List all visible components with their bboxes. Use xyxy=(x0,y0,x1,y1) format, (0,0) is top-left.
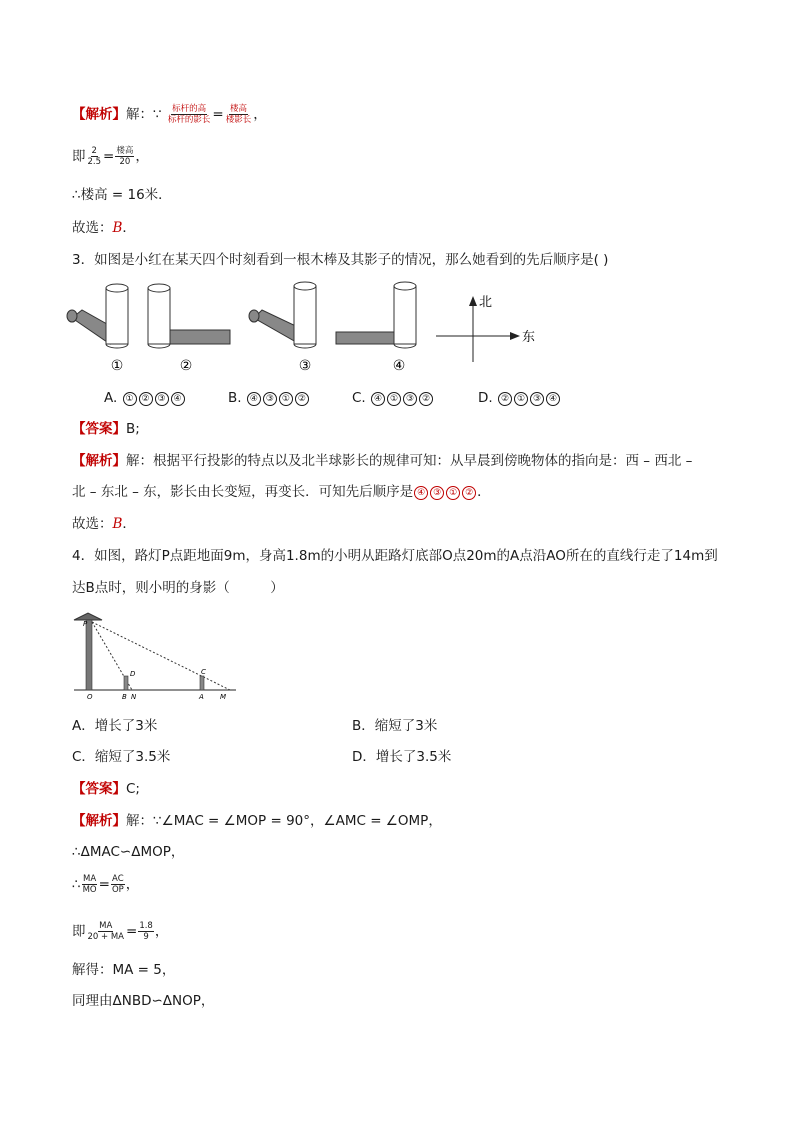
pole-top xyxy=(106,284,128,292)
figure-label-4: ④ xyxy=(392,358,406,374)
seq-mark: ④ xyxy=(371,392,385,406)
pole-bottom xyxy=(106,344,128,348)
q4-analysis-line-5: 解得：MA = 5， xyxy=(72,962,176,978)
seq-mark: ① xyxy=(279,392,293,406)
seq-mark: ① xyxy=(387,392,401,406)
because-symbol: ∵ xyxy=(153,106,162,123)
seq-mark: ② xyxy=(295,392,309,406)
point-b-label: B xyxy=(122,693,127,700)
pole-top xyxy=(394,282,416,290)
seq-mark: ② xyxy=(139,392,153,406)
fraction-numerator: 2 xyxy=(91,146,97,156)
fraction-ma-sum xyxy=(87,921,126,942)
comma: ， xyxy=(253,106,267,123)
line-prefix: 即 xyxy=(72,923,86,940)
fraction-denominator: 楼影长 xyxy=(225,115,252,125)
fraction-denominator: 9 xyxy=(143,932,149,942)
shadow-figure-3 xyxy=(249,282,316,348)
q2-choice-line xyxy=(72,218,136,238)
therefore-symbol: ∴ xyxy=(72,876,81,893)
q4-option-c: C．缩短了3.5米 xyxy=(72,749,171,765)
fraction-height-ratio xyxy=(138,921,154,942)
q4-analysis-line-3 xyxy=(72,874,139,895)
point-a-label: A xyxy=(199,693,204,700)
fraction-ac-op xyxy=(111,874,125,895)
analysis-text: 解：∵∠MAC = ∠MOP = 90°，∠AMC = ∠OMP， xyxy=(126,813,442,829)
q3-answer-line xyxy=(72,419,140,439)
comma: ， xyxy=(154,923,169,940)
analysis-text: 解：根据平行投影的特点以及北半球影长的规律可知：从早晨到傍晚物体的指向是：西 – 西北 – xyxy=(126,453,693,469)
pole-bottom xyxy=(294,344,316,348)
choice-prefix: 故选： xyxy=(72,220,113,236)
fraction-numerator: 1.8 xyxy=(139,921,153,931)
option-letter: B. xyxy=(228,390,242,406)
seq-mark: ③ xyxy=(403,392,417,406)
choice-prefix: 故选： xyxy=(72,516,113,532)
q2-equation-line xyxy=(72,146,149,167)
point-d-label: D xyxy=(130,670,136,678)
fraction-ratio xyxy=(87,146,103,167)
fraction-denominator: 2.5 xyxy=(87,157,102,167)
choice-letter: B xyxy=(112,220,123,236)
shadow-shape xyxy=(254,310,300,342)
north-arrow-icon xyxy=(469,296,477,306)
q3-analysis-line-1 xyxy=(72,451,692,471)
period: ． xyxy=(122,516,136,532)
lamp-post xyxy=(86,620,92,690)
pole-body xyxy=(106,288,128,344)
seq-mark: ④ xyxy=(546,392,560,406)
q3-choice-line xyxy=(72,514,136,534)
order-mark: ③ xyxy=(430,486,444,500)
pole-body xyxy=(294,286,316,344)
point-n-label: N xyxy=(131,693,137,700)
q4-option-b: B．缩短了3米 xyxy=(352,718,438,734)
analysis-text: 北 – 东北 – 东，影长由长变短，再变长．可知先后顺序是 xyxy=(72,484,414,500)
q4-answer-line xyxy=(72,779,140,799)
fraction-building-height xyxy=(115,146,134,167)
fraction-building xyxy=(225,104,253,125)
period: ． xyxy=(122,220,136,236)
solution-prefix: 解： xyxy=(126,106,153,123)
fraction-numerator: 标杆的高 xyxy=(172,104,207,114)
q3-figure xyxy=(66,276,546,376)
point-o-label: O xyxy=(87,693,93,700)
answer-tag: 【答案】 xyxy=(72,421,126,437)
q4-analysis-line-4 xyxy=(72,921,168,942)
fraction-numerator: 楼高 xyxy=(229,104,247,114)
pole-bottom xyxy=(148,344,170,348)
equals-sign: = xyxy=(126,923,138,940)
q3-option-a xyxy=(104,388,186,408)
shadow-figure-1 xyxy=(67,284,128,348)
seq-mark: ③ xyxy=(155,392,169,406)
seq-mark: ① xyxy=(123,392,137,406)
comma: ， xyxy=(135,148,149,165)
q3-option-b xyxy=(228,388,310,408)
q4-stem-line-1: 4．如图，路灯P点距地面9m，身高1.8m的小明从距路灯底部O点20m的A点沿AO所在的直线行走了14m到 xyxy=(72,548,718,564)
analysis-tag: 【解析】 xyxy=(72,813,126,829)
fraction-numerator: AC xyxy=(112,874,124,884)
q4-analysis-line-1 xyxy=(72,811,442,831)
seq-mark: ④ xyxy=(171,392,185,406)
point-p-label: P xyxy=(83,620,88,628)
point-c-label: C xyxy=(201,668,206,676)
equals-sign: = xyxy=(212,106,224,123)
seq-mark: ③ xyxy=(530,392,544,406)
figure-label-2: ② xyxy=(179,358,193,374)
q4-figure xyxy=(70,608,240,700)
pole-bottom xyxy=(394,344,416,348)
answer-tag: 【答案】 xyxy=(72,781,126,797)
q4-option-a: A．增长了3米 xyxy=(72,718,158,734)
shadow-shape xyxy=(336,332,398,344)
lamp-head xyxy=(74,613,102,620)
fraction-numerator: MA xyxy=(99,921,113,931)
pole-body xyxy=(148,288,170,344)
fraction-denominator: OP xyxy=(111,885,124,895)
choice-letter: B xyxy=(112,516,123,532)
q4-analysis-line-2: ∴ΔMAC∽ΔMOP， xyxy=(72,844,185,860)
order-mark: ④ xyxy=(414,486,428,500)
shadow-tip xyxy=(249,310,259,322)
q3-stem: 3．如图是小红在某天四个时刻看到一根木棒及其影子的情况，那么她看到的先后顺序是( ) xyxy=(72,252,609,268)
figure-label-3: ③ xyxy=(298,358,312,374)
analysis-tag: 【解析】 xyxy=(72,106,126,123)
q3-analysis-line-2 xyxy=(72,482,491,502)
east-arrow-icon xyxy=(510,332,520,340)
fraction-denominator: 20 + MA xyxy=(87,932,124,942)
fraction-denominator: MO xyxy=(82,885,97,895)
equals-sign: = xyxy=(98,876,110,893)
shadow-tip xyxy=(67,310,77,322)
pole-top xyxy=(294,282,316,290)
shadow-figure-2 xyxy=(148,284,230,348)
q4-option-d: D．增长了3.5米 xyxy=(352,749,452,765)
fraction-pole xyxy=(167,104,212,125)
seq-mark: ② xyxy=(419,392,433,406)
compass xyxy=(436,295,535,362)
person-at-a xyxy=(200,676,204,690)
comma: ， xyxy=(125,876,140,893)
q4-stem-line-2: 达B点时，则小明的身影（ ） xyxy=(72,580,284,596)
east-label: 东 xyxy=(522,330,536,345)
seq-mark: ③ xyxy=(263,392,277,406)
q2-analysis-line xyxy=(72,104,267,125)
q4-analysis-line-6: 同理由ΔNBD∽ΔNOP， xyxy=(72,993,215,1009)
figure-label-1: ① xyxy=(110,358,124,374)
answer-value: C; xyxy=(126,781,140,797)
fraction-ma-mo xyxy=(82,874,98,895)
q2-result-line: ∴楼高 = 16米． xyxy=(72,187,172,203)
seq-mark: ④ xyxy=(247,392,261,406)
fraction-numerator: 楼高 xyxy=(116,146,134,156)
fraction-denominator: 标杆的影长 xyxy=(167,115,211,125)
option-letter: A. xyxy=(104,390,118,406)
line-prefix: 即 xyxy=(72,148,86,165)
analysis-tag: 【解析】 xyxy=(72,453,126,469)
shadow-figure-4 xyxy=(336,282,416,348)
point-m-label: M xyxy=(220,693,227,700)
seq-mark: ① xyxy=(514,392,528,406)
option-letter: D. xyxy=(478,390,493,406)
period: ． xyxy=(477,484,491,500)
pole-body xyxy=(394,286,416,344)
light-ray-to-m xyxy=(92,622,230,690)
q3-option-c xyxy=(352,388,434,408)
order-mark: ② xyxy=(462,486,476,500)
fraction-numerator: MA xyxy=(83,874,97,884)
fraction-denominator: 20 xyxy=(119,157,131,167)
north-label: 北 xyxy=(479,295,493,310)
option-letter: C. xyxy=(352,390,366,406)
answer-value: B; xyxy=(126,421,140,437)
seq-mark: ② xyxy=(498,392,512,406)
equals-sign: = xyxy=(103,148,115,165)
order-mark: ① xyxy=(446,486,460,500)
q3-option-d xyxy=(478,388,561,408)
pole-top xyxy=(148,284,170,292)
person-at-b xyxy=(124,676,128,690)
